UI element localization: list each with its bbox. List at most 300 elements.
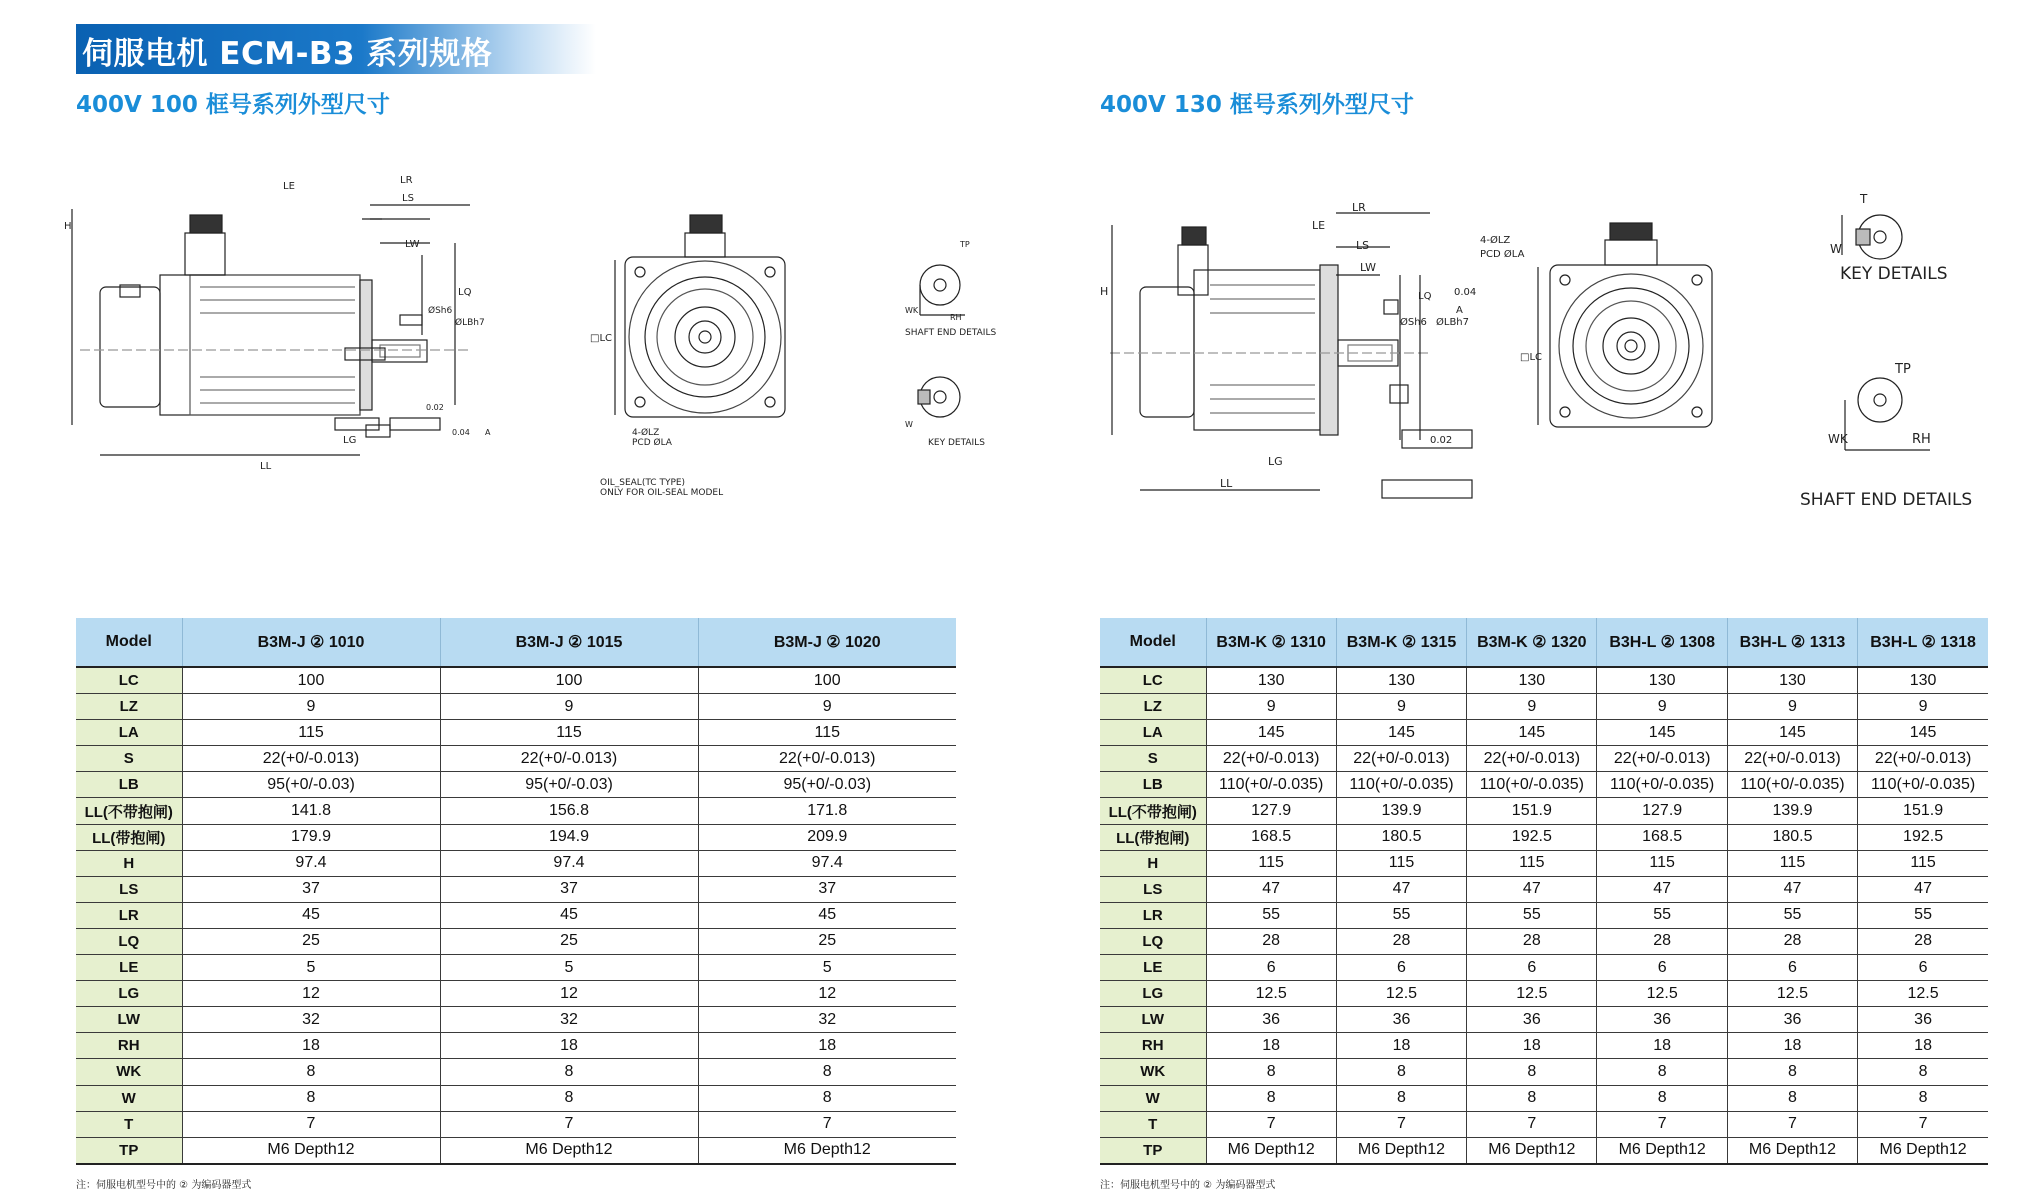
table-cell: 130 [1336,667,1466,694]
table-cell: 37 [440,876,698,902]
row-label: RH [1100,1033,1206,1059]
row-label: WK [1100,1059,1206,1085]
table-cell: 18 [440,1033,698,1059]
table-cell: 9 [1467,694,1597,720]
table-cell: 36 [1467,1007,1597,1033]
table-cell: 45 [182,902,440,928]
table-cell: 9 [1206,694,1336,720]
motor-front-view [615,215,785,417]
table-cell: 168.5 [1206,824,1336,850]
row-label: RH [76,1033,182,1059]
table-row [76,902,956,928]
table-cell: 8 [1597,1059,1727,1085]
table-cell: 115 [698,720,956,746]
table-cell: 5 [440,955,698,981]
table-cell: 127.9 [1597,798,1727,824]
table-cell: 18 [182,1033,440,1059]
table-cell: 110(+0/-0.035) [1206,772,1336,798]
table-cell: M6 Depth12 [440,1137,698,1164]
page-title: 伺服电机 ECM-B3 系列规格 [82,36,493,72]
row-label: LS [1100,876,1206,902]
table-cell: 32 [182,1007,440,1033]
row-label: LC [76,667,182,694]
h-label: H [1100,285,1109,298]
row-label: LL(不带抱闸) [76,798,182,824]
row-label: TP [76,1137,182,1164]
table-cell: 28 [1467,928,1597,954]
row-label: H [1100,850,1206,876]
table-cell: 18 [1727,1033,1857,1059]
left-section-title: 400V 100 框号系列外型尺寸 [76,92,390,118]
table-cell: 6 [1206,955,1336,981]
table-row [76,1137,956,1164]
w-label: W [905,420,913,429]
w-label: W [1830,242,1842,256]
lg-label: LG [343,435,357,446]
table-row [76,1007,956,1033]
table-cell: 7 [1467,1111,1597,1137]
table-cell: 141.8 [182,798,440,824]
row-label: LZ [1100,694,1206,720]
table-row [76,746,956,772]
s-label: ØSh6 [428,306,453,316]
table-cell: 7 [440,1111,698,1137]
table-header-row [76,618,956,667]
table-row [76,694,956,720]
table-row [1100,746,1988,772]
rh-label: RH [950,313,962,322]
table-cell: 18 [1206,1033,1336,1059]
table-cell: 55 [1467,902,1597,928]
oil-seal-note: ONLY FOR OIL-SEAL MODEL [600,488,724,498]
table-row [76,955,956,981]
lg-label: LG [1268,455,1283,468]
table-cell: 9 [1727,694,1857,720]
tol-004-label: 0.04 [452,428,470,437]
table-cell: 47 [1727,876,1857,902]
right-spec-table [1100,618,1988,1165]
table-cell: 139.9 [1727,798,1857,824]
row-label: LE [1100,955,1206,981]
table-cell: 9 [182,694,440,720]
table-cell: 28 [1206,928,1336,954]
row-label: LS [76,876,182,902]
table-cell: 130 [1727,667,1857,694]
shaft-end-caption: SHAFT END DETAILS [905,328,997,338]
lz-label: 4-ØLZ [632,428,660,438]
tol-002-label: 0.02 [1430,435,1453,446]
motor-side-view [1110,213,1472,498]
shaft-end-caption: SHAFT END DETAILS [1800,490,1973,510]
lw-label: LW [1360,261,1376,274]
s-label: ØSh6 [1400,317,1427,328]
table-cell: 32 [440,1007,698,1033]
table-cell: 36 [1206,1007,1336,1033]
table-cell: 115 [1206,850,1336,876]
table-cell: 8 [1727,1059,1857,1085]
table-cell: 7 [1727,1111,1857,1137]
table-cell: 12.5 [1206,981,1336,1007]
table-cell: 18 [1336,1033,1466,1059]
row-label: W [76,1085,182,1111]
header-cell: B3M-J ② 1010 [182,618,440,667]
table-cell: 110(+0/-0.035) [1727,772,1857,798]
tol-004-label: 0.04 [1454,287,1477,298]
table-cell: 12 [698,981,956,1007]
table-cell: M6 Depth12 [1727,1137,1857,1164]
row-label: LA [1100,720,1206,746]
table-cell: 36 [1858,1007,1988,1033]
lq-label: LQ [458,287,472,298]
table-cell: 100 [698,667,956,694]
lq-label: LQ [1418,291,1432,302]
table-cell: 12.5 [1336,981,1466,1007]
table-cell: 25 [182,928,440,954]
lw-label: LW [405,239,420,250]
lz-label: 4-ØLZ [1480,235,1511,246]
table-cell: 22(+0/-0.013) [1727,746,1857,772]
table-cell: 18 [698,1033,956,1059]
table-cell: 28 [1336,928,1466,954]
table-cell: 25 [440,928,698,954]
table-cell: 7 [1858,1111,1988,1137]
table-cell: 12.5 [1597,981,1727,1007]
table-cell: 8 [1597,1085,1727,1111]
datum-a-label: A [485,428,491,437]
row-label: LW [76,1007,182,1033]
table-cell: 22(+0/-0.013) [1467,746,1597,772]
left-dimension-drawing [60,175,997,515]
table-cell: 180.5 [1727,824,1857,850]
table-cell: 55 [1206,902,1336,928]
row-label: LG [76,981,182,1007]
shaft-end-detail [920,265,965,315]
table-row [1100,1033,1988,1059]
le-label: LE [1312,219,1326,232]
table-cell: 115 [1336,850,1466,876]
left-spec-table [76,618,956,1165]
table-cell: 145 [1336,720,1466,746]
ll-label: LL [1220,477,1233,490]
table-cell: 110(+0/-0.035) [1336,772,1466,798]
wk-label: WK [905,306,919,315]
tp-label: TP [960,240,970,249]
table-cell: 192.5 [1858,824,1988,850]
table-cell: 127.9 [1206,798,1336,824]
oil-seal-label: OIL_SEAL(TC TYPE) [600,478,686,488]
table-cell: 22(+0/-0.013) [440,746,698,772]
t-label: T [1860,192,1868,206]
table-cell: 97.4 [182,850,440,876]
row-label: LZ [76,694,182,720]
row-label: LB [76,772,182,798]
header-cell: B3M-J ② 1015 [440,618,698,667]
table-row [1100,928,1988,954]
table-cell: 22(+0/-0.013) [1336,746,1466,772]
row-label: H [76,850,182,876]
pcd-label: PCD ØLA [632,438,672,448]
table-cell: 95(+0/-0.03) [698,772,956,798]
table-cell: 8 [1858,1059,1988,1085]
tol-002-label: 0.02 [426,403,444,412]
table-row [1100,1137,1988,1164]
table-cell: 18 [1597,1033,1727,1059]
table-cell: 7 [1206,1111,1336,1137]
table-cell: 8 [1206,1085,1336,1111]
table-cell: 110(+0/-0.035) [1467,772,1597,798]
table-cell: 115 [182,720,440,746]
row-label: LL(不带抱闸) [1100,798,1206,824]
row-label: T [1100,1111,1206,1137]
ll-label: LL [260,461,272,472]
table-cell: 6 [1727,955,1857,981]
lc-label: □LC [1520,352,1543,363]
table-cell: 97.4 [698,850,956,876]
table-cell: 7 [1597,1111,1727,1137]
table-cell: 100 [440,667,698,694]
row-label: LB [1100,772,1206,798]
table-cell: 145 [1858,720,1988,746]
table-row [76,1085,956,1111]
wk-label: WK [1828,432,1848,446]
table-cell: 28 [1858,928,1988,954]
table-cell: 194.9 [440,824,698,850]
table-row [1100,824,1988,850]
table-cell: M6 Depth12 [1467,1137,1597,1164]
table-cell: 168.5 [1597,824,1727,850]
table-cell: 12.5 [1467,981,1597,1007]
row-label: LL(带抱闸) [1100,824,1206,850]
table-row [76,667,956,694]
key-detail [1842,215,1902,259]
key-detail [918,377,960,417]
table-cell: 110(+0/-0.035) [1597,772,1727,798]
lb-label: ØLBh7 [1436,317,1470,328]
table-cell: 8 [1206,1059,1336,1085]
table-cell: 36 [1597,1007,1727,1033]
table-cell: 192.5 [1467,824,1597,850]
table-cell: 209.9 [698,824,956,850]
table-cell: 97.4 [440,850,698,876]
table-cell: 22(+0/-0.013) [1597,746,1727,772]
table-cell: 9 [440,694,698,720]
key-detail-caption: KEY DETAILS [928,438,985,448]
lr-label: LR [1352,201,1366,214]
right-dimension-drawing [1100,185,1980,515]
table-cell: 7 [182,1111,440,1137]
table-cell: 8 [182,1059,440,1085]
table-cell: 37 [182,876,440,902]
table-cell: 32 [698,1007,956,1033]
table-cell: 8 [1336,1059,1466,1085]
table-cell: M6 Depth12 [698,1137,956,1164]
table-cell: 45 [698,902,956,928]
table-cell: 8 [182,1085,440,1111]
table-row [1100,798,1988,824]
header-cell: Model [1100,618,1206,667]
table-cell: 9 [1597,694,1727,720]
table-cell: 130 [1858,667,1988,694]
row-label: S [76,746,182,772]
row-label: LQ [1100,928,1206,954]
table-cell: 115 [1597,850,1727,876]
table-row [76,981,956,1007]
table-row [76,824,956,850]
ls-label: LS [402,193,414,204]
table-row [76,798,956,824]
table-row [76,876,956,902]
table-cell: 95(+0/-0.03) [182,772,440,798]
row-label: LL(带抱闸) [76,824,182,850]
table-row [76,720,956,746]
lr-label: LR [400,175,413,186]
table-cell: 8 [698,1059,956,1085]
row-label: WK [76,1059,182,1085]
table-cell: 22(+0/-0.013) [1206,746,1336,772]
table-cell: 37 [698,876,956,902]
table-cell: 9 [698,694,956,720]
table-cell: M6 Depth12 [1597,1137,1727,1164]
table-cell: 28 [1597,928,1727,954]
table-cell: 6 [1597,955,1727,981]
table-cell: 6 [1336,955,1466,981]
table-cell: 22(+0/-0.013) [698,746,956,772]
table-cell: 130 [1206,667,1336,694]
table-cell: 12 [182,981,440,1007]
table-row [76,1033,956,1059]
table-cell: 8 [1467,1085,1597,1111]
right-section-title: 400V 130 框号系列外型尺寸 [1100,92,1414,118]
row-label: LE [76,955,182,981]
header-cell: B3H-L ② 1313 [1727,618,1857,667]
header-cell: B3M-K ② 1310 [1206,618,1336,667]
row-label: LG [1100,981,1206,1007]
row-label: T [76,1111,182,1137]
title-banner [76,24,596,74]
row-label: S [1100,746,1206,772]
table-cell: M6 Depth12 [1858,1137,1988,1164]
table-cell: 18 [1858,1033,1988,1059]
ls-label: LS [1356,239,1370,252]
h-label: H [64,221,72,232]
table-cell: 5 [698,955,956,981]
table-cell: 7 [1336,1111,1466,1137]
table-row [1100,1007,1988,1033]
table-cell: 145 [1597,720,1727,746]
table-cell: 8 [440,1085,698,1111]
header-cell: B3M-K ② 1315 [1336,618,1466,667]
table-cell: 115 [1858,850,1988,876]
table-cell: 55 [1597,902,1727,928]
table-cell: 28 [1727,928,1857,954]
table-header-row [1100,618,1988,667]
table-row [76,928,956,954]
table-cell: 25 [698,928,956,954]
table-cell: 171.8 [698,798,956,824]
table-cell: M6 Depth12 [1336,1137,1466,1164]
table-cell: 47 [1597,876,1727,902]
header-cell: B3H-L ② 1318 [1858,618,1988,667]
table-cell: 151.9 [1858,798,1988,824]
table-cell: 47 [1336,876,1466,902]
table-cell: 8 [440,1059,698,1085]
table-cell: 115 [440,720,698,746]
row-label: LW [1100,1007,1206,1033]
table-row [76,772,956,798]
row-label: LC [1100,667,1206,694]
table-cell: 8 [1858,1085,1988,1111]
table-cell: 22(+0/-0.013) [1858,746,1988,772]
header-cell: B3M-J ② 1020 [698,618,956,667]
header-cell: B3M-K ② 1320 [1467,618,1597,667]
table-cell: 115 [1467,850,1597,876]
row-label: TP [1100,1137,1206,1164]
table-row [1100,981,1988,1007]
header-cell: Model [76,618,182,667]
table-cell: 8 [1467,1059,1597,1085]
table-cell: 8 [1336,1085,1466,1111]
table-cell: 180.5 [1336,824,1466,850]
row-label: LR [1100,902,1206,928]
table-cell: 115 [1727,850,1857,876]
table-cell: 12.5 [1727,981,1857,1007]
table-cell: M6 Depth12 [1206,1137,1336,1164]
table-cell: 5 [182,955,440,981]
key-detail-caption: KEY DETAILS [1840,264,1948,284]
table-cell: 55 [1336,902,1466,928]
table-cell: 12 [440,981,698,1007]
footnote-right: 注：伺服电机型号中的 ② 为编码器型式 [1100,1180,1276,1191]
table-cell: 130 [1597,667,1727,694]
table-cell: 156.8 [440,798,698,824]
table-cell: 12.5 [1858,981,1988,1007]
table-cell: 36 [1727,1007,1857,1033]
table-cell: 130 [1467,667,1597,694]
table-cell: 6 [1467,955,1597,981]
table-cell: 95(+0/-0.03) [440,772,698,798]
table-row [1100,955,1988,981]
table-cell: 55 [1858,902,1988,928]
table-cell: 100 [182,667,440,694]
motor-front-view [1538,223,1712,427]
rh-label: RH [1912,432,1931,447]
footnote-left: 注：伺服电机型号中的 ② 为编码器型式 [76,1180,252,1191]
table-cell: 179.9 [182,824,440,850]
table-cell: 9 [1336,694,1466,720]
table-row [76,850,956,876]
table-cell: 47 [1206,876,1336,902]
table-row [1100,1059,1988,1085]
table-cell: 47 [1858,876,1988,902]
table-cell: 8 [1727,1085,1857,1111]
table-cell: 22(+0/-0.013) [182,746,440,772]
table-cell: 6 [1858,955,1988,981]
lc-label: □LC [590,333,613,344]
table-row [1100,902,1988,928]
table-row [1100,772,1988,798]
table-cell: 47 [1467,876,1597,902]
table-cell: 110(+0/-0.035) [1858,772,1988,798]
table-row [76,1111,956,1137]
datum-a-label: A [1456,305,1463,316]
table-cell: 18 [1467,1033,1597,1059]
le-label: LE [283,181,295,192]
table-row [1100,1111,1988,1137]
table-cell: 36 [1336,1007,1466,1033]
table-row [1100,850,1988,876]
header-cell: B3H-L ② 1308 [1597,618,1727,667]
table-cell: 9 [1858,694,1988,720]
